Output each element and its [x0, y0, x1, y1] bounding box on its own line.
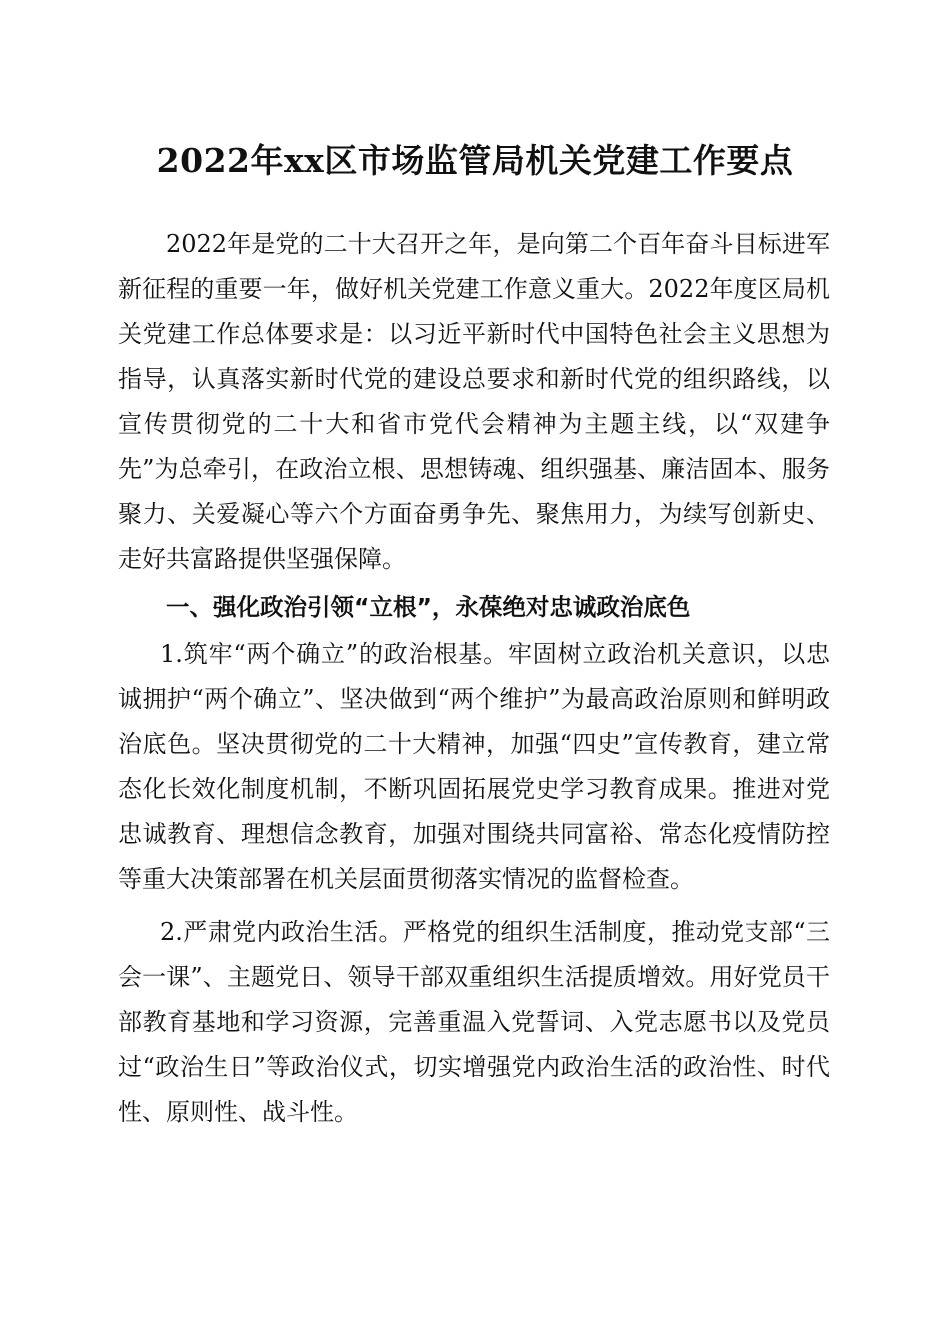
document-body	[118, 222, 830, 1135]
document-title: 2022年xx区市场监管局机关党建工作要点	[156, 141, 794, 180]
intro-paragraph: 2022年是党的二十大召开之年，是向第二个百年奋斗目标进军新征程的重要一年，做好机关党建工作意义重大。2022年度区局机关党建工作总体要求是：以习近平新时代中国特色社会主义思想为指导，认真落实新时代党的建设总要求和新时代党的组织路线，以宣传贯彻党的二十大和省市党代会精神为主题主线，以“双建争先”为总牵引，在政治立根、思想铸魂、组织强基、廉洁固本、服务聚力、关爱凝心等六个方面奋勇争先、聚焦用力，为续写创新史、走好共富路提供坚强保障。	[118, 230, 830, 573]
item-paragraph-2: 2.严肃党内政治生活。严格党的组织生活制度，推动党支部“三会一课”、主题党日、领导干部双重组织生活提质增效。用好党员干部教育基地和学习资源，完善重温入党誓词、入党志愿书以及党员过“政治生日”等政治仪式，切实增强党内政治生活的政治性、时代性、原则性、战斗性。	[118, 918, 830, 1126]
section-heading: 一、强化政治引领“立根”，永葆绝对忠诚政治底色	[166, 593, 691, 621]
item-paragraph-1: 1.筑牢“两个确立”的政治根基。牢固树立政治机关意识，以忠诚拥护“两个确立”、坚决做到“两个维护”为最高政治原则和鲜明政治底色。坚决贯彻党的二十大精神，加强“四史”宣传教育，建立常态化长效化制度机制，不断巩固拓展党史学习教育成果。推进对党忠诚教育、理想信念教育，加强对围绕共同富裕、常态化疫情防控等重大决策部署在机关层面贯彻落实情况的监督检查。	[118, 640, 830, 893]
